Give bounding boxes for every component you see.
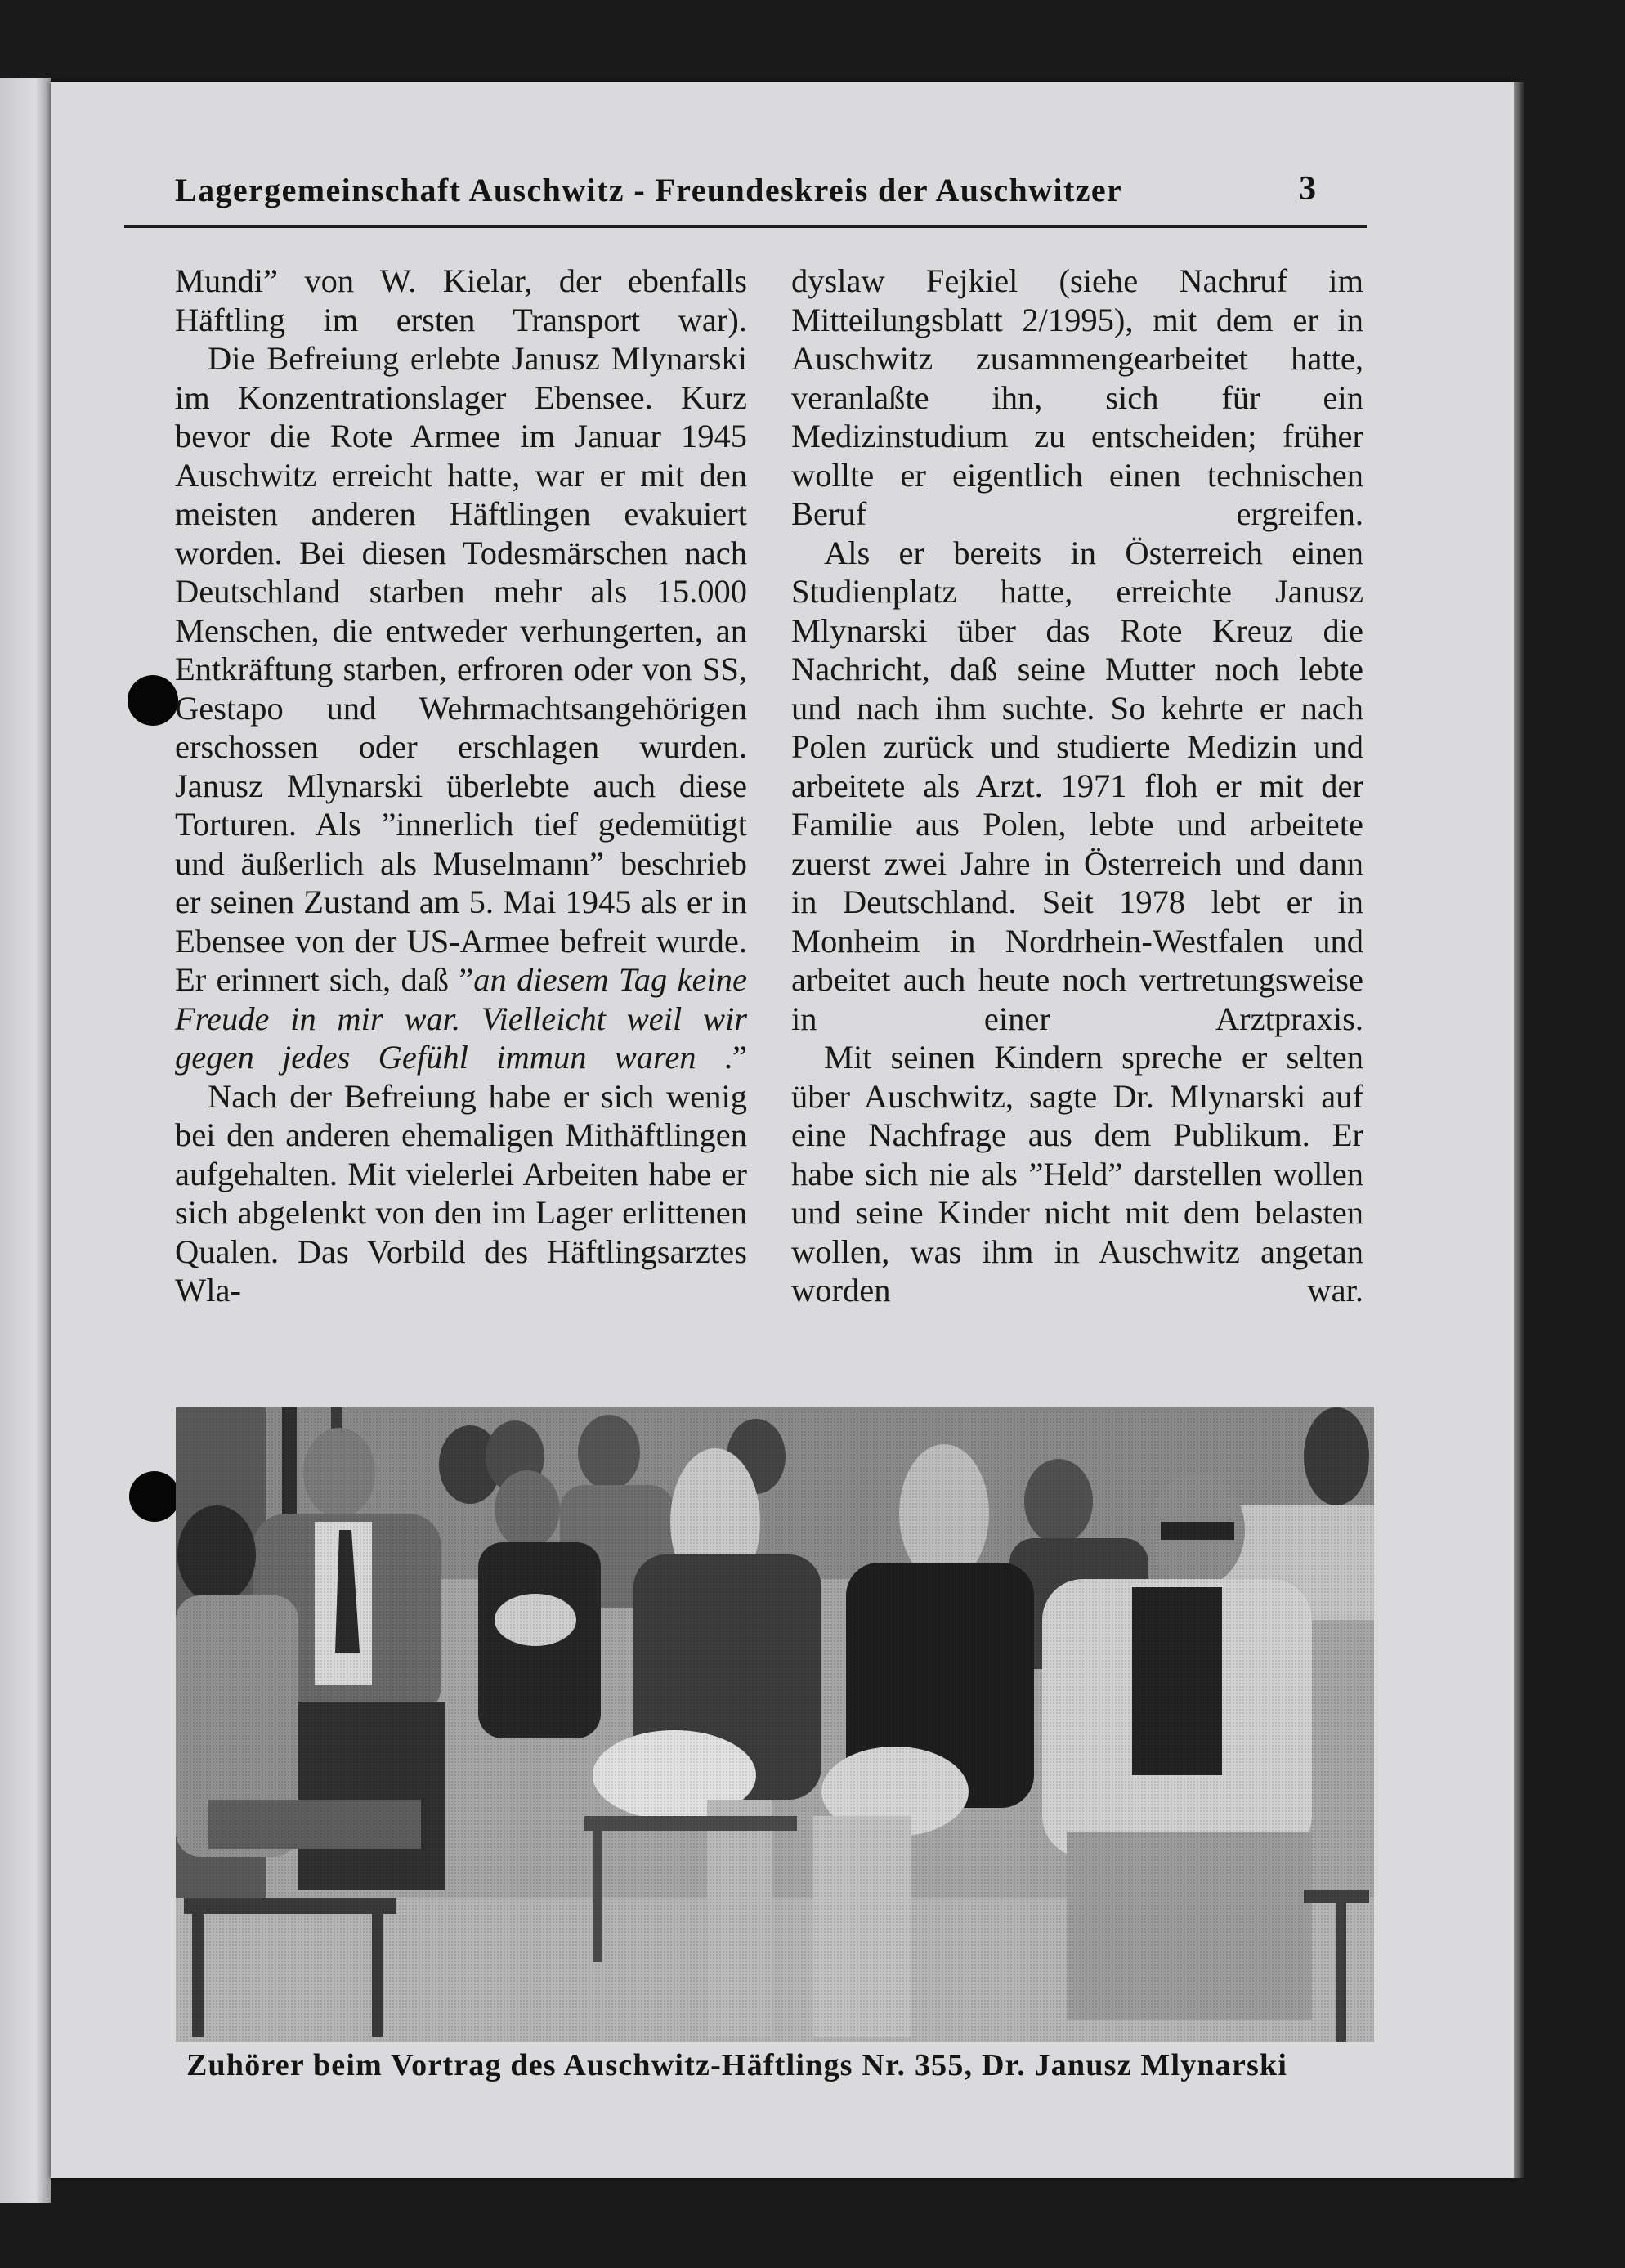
- page-number: 3: [1299, 170, 1316, 208]
- paragraph: dyslaw Fejkiel (siehe Nachruf im Mitteilungsblatt 2/1995), mit dem er in Auschwitz zusammengearbeitet hatte, veranlaßte ihn, sich für ein Medizinstudium zu entscheiden; früher wollte er eigentlich einen technischen Beruf ergreifen.: [791, 262, 1363, 532]
- running-title: Lagergemeinschaft Auschwitz - Freundeskreis der Auschwitzer: [175, 172, 1123, 208]
- text-column-right: [791, 262, 1363, 1310]
- binder-hole-icon: [128, 675, 178, 726]
- audience-photo-illustration: [176, 1407, 1374, 2042]
- text-column-left: [175, 262, 747, 1310]
- photo-caption: Zuhörer beim Vortrag des Auschwitz-Häftlings Nr. 355, Dr. Janusz Mlynarski: [186, 2048, 1288, 2082]
- paragraph: Als er bereits in Österreich einen Studienplatz hatte, erreichte Janusz Mlynarski über das Rote Kreuz die Nachricht, daß seine Mutter noch lebte und nach ihm suchte. So kehrte er nach Polen zurück und studierte Medizin und arbeitete als Arzt. 1971 floh er mit der Familie aus Polen, lebte und arbeitete zuerst zwei Jahre in Österreich und dann in Deutschland. Seit 1978 lebt er in Monheim in Nordrhein-Westfalen und arbeitet auch heute noch vertretungsweise in einer Arztpraxis.: [791, 534, 1363, 1037]
- page-header: [124, 168, 1367, 228]
- paragraph: Die Befreiung erlebte Janusz Mlynarski im Konzentrationslager Ebensee. Kurz bevor die Rote Armee im Januar 1945 Auschwitz erreicht hatte, war er mit den meisten anderen Häftlingen evakuiert worden. Bei diesen Todesmärschen nach Deutschland starben mehr als 15.000 Menschen, die entweder verhungerten, an Entkräftung starben, erfroren oder von SS, Gestapo und Wehrmachtsangehörigen erschossen oder erschlagen wurden. Janusz Mlynarski überlebte auch diese Torturen. Als ”innerlich tief gedemütigt und äußerlich als Muselmann” beschrieb er seinen Zustand am 5. Mai 1945 als er in Ebensee von der US-Armee befreit wurde. Er erinnert sich, daß ”an diesem Tag keine Freude in mir war. Vielleicht weil wir gegen jedes Gefühl immun waren .”: [175, 340, 747, 1076]
- audience-photo: [176, 1407, 1374, 2042]
- binder-hole-icon: [129, 1471, 180, 1522]
- page-edge-shadow: [1514, 82, 1524, 2178]
- quote-text: an diesem Tag keine Freude in mir war. Vielleicht weil wir gegen jedes Gefühl immun waren: [175, 961, 747, 1076]
- adjacent-page-strip: [0, 78, 51, 2203]
- paragraph: Mit seinen Kindern spreche er selten über Auschwitz, sagte Dr. Mlynarski auf eine Nachfrage aus dem Publikum. Er habe sich nie als ”Held” darstellen wollen und seine Kinder nicht mit dem belasten wollen, was ihm in Auschwitz angetan worden war.: [791, 1039, 1363, 1308]
- paragraph: Nach der Befreiung habe er sich wenig bei den anderen ehemaligen Mithäftlingen aufgehalten. Mit vielerlei Arbeiten habe er sich abgelenkt von den im Lager erlittenen Qualen. Das Vorbild des Häftlingsarztes Wla-: [175, 1077, 747, 1308]
- paragraph: Mundi” von W. Kielar, der ebenfalls Häftling im ersten Transport war).: [175, 262, 747, 338]
